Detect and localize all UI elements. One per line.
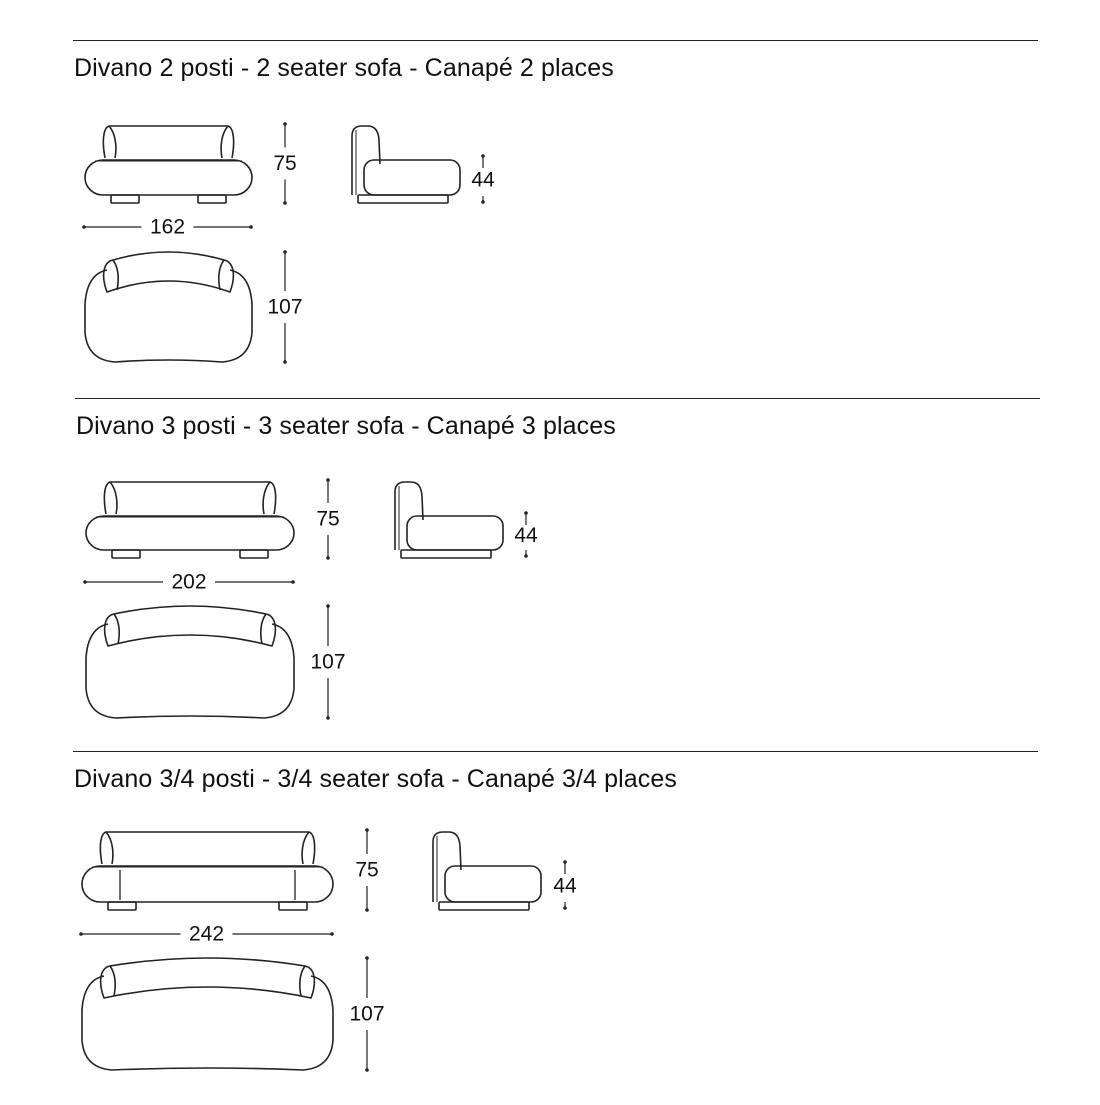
dimension-end-dot [79,932,83,936]
backrest-wing-line [263,482,270,514]
backrest-outline [103,126,233,158]
backrest-top-outline [101,958,315,998]
seat-side [445,866,541,902]
dimension-end-dot [365,908,369,912]
seat-top-outline [86,624,294,718]
seat-body [85,160,252,195]
backrest-top-outline [105,606,276,646]
dimension-end-dot [83,580,87,584]
dimension-end-dot [365,1068,369,1072]
seat-height-dimension [553,860,577,910]
seat-height-dimension [514,511,538,558]
sofa-drawing-0 [82,122,495,364]
foot-right [279,902,307,910]
height-dimension [355,828,378,912]
backrest-wing-line [106,832,113,864]
backrest-wing-line [219,260,224,290]
dimension-end-dot [82,225,86,229]
dimension-end-dot [563,860,567,864]
dimension-end-dot [481,154,485,158]
front-view [85,126,252,203]
side-view [395,482,503,558]
backrest-wing-line [221,126,228,158]
dimension-end-dot [283,360,287,364]
backrest-wing-line [261,614,266,644]
backrest-wing-line [302,832,309,864]
foot-left [112,550,140,558]
backrest-top-outline [104,252,234,292]
height-dimension [273,122,296,205]
seat-height-dimension-label: 44 [514,524,538,548]
dimension-end-dot [524,554,528,558]
seat-side [407,516,503,550]
front-view [86,482,294,558]
backrest-wing-line [114,614,119,644]
dimension-end-dot [283,201,287,205]
dimension-end-dot [365,956,369,960]
foot-right [198,195,226,203]
foot-left [108,902,136,910]
depth-dimension-label: 107 [349,1002,385,1026]
dimension-end-dot [326,478,330,482]
depth-dimension [310,604,345,720]
depth-dimension-label: 107 [267,295,303,319]
width-dimension [82,216,253,239]
side-view [433,832,541,910]
side-view [352,126,460,203]
section-title-2-seater: Divano 2 posti - 2 seater sofa - Canapé 2 places [74,54,614,82]
backrest-wing-line [110,966,115,996]
base-side [401,550,491,558]
base-side [439,902,529,910]
height-dimension-label: 75 [316,507,340,531]
dimension-end-dot [330,932,334,936]
dimension-end-dot [283,250,287,254]
height-dimension [316,478,339,560]
foot-left [111,195,139,203]
section-title-3-4-seater: Divano 3/4 posti - 3/4 seater sofa - Canapé 3/4 places [74,765,677,793]
seat-height-dimension-label: 44 [553,874,577,898]
seat-top-outline [85,270,252,362]
width-dimension-label: 202 [171,570,207,594]
dimension-end-dot [481,200,485,204]
dimension-end-dot [563,906,567,910]
dimension-end-dot [249,225,253,229]
sofa-drawing-2 [79,828,577,1072]
seat-height-dimension-label: 44 [471,168,495,192]
dimension-end-dot [365,828,369,832]
front-view [82,832,333,910]
width-dimension-label: 162 [149,215,186,239]
width-dimension [83,571,295,594]
top-view [86,606,294,718]
foot-right [240,550,268,558]
backrest-wing-line [110,482,117,514]
backrest-outline [100,832,314,864]
top-view [85,252,252,362]
dimension-end-dot [326,716,330,720]
backrest-wing-line [109,126,116,158]
dimension-end-dot [283,122,287,126]
depth-dimension-label: 107 [310,650,346,674]
width-dimension [79,923,334,946]
dimension-end-dot [291,580,295,584]
seat-height-dimension [471,154,495,204]
top-view [82,958,333,1070]
dimension-end-dot [524,511,528,515]
seat-body [86,516,294,550]
dimension-end-dot [326,556,330,560]
height-dimension-label: 75 [355,858,379,882]
width-dimension-label: 242 [188,922,225,946]
section-title-3-seater: Divano 3 posti - 3 seater sofa - Canapé 3 places [76,412,616,440]
depth-dimension [267,250,302,364]
backrest-wing-line [300,966,305,996]
seat-side [364,160,460,195]
dimension-end-dot [326,604,330,608]
backrest-wing-line [113,260,118,290]
depth-dimension [349,956,384,1072]
seat-top-outline [82,976,333,1070]
backrest-outline [104,482,275,514]
height-dimension-label: 75 [273,152,297,176]
base-side [358,195,448,203]
sofa-drawing-1 [83,478,538,720]
